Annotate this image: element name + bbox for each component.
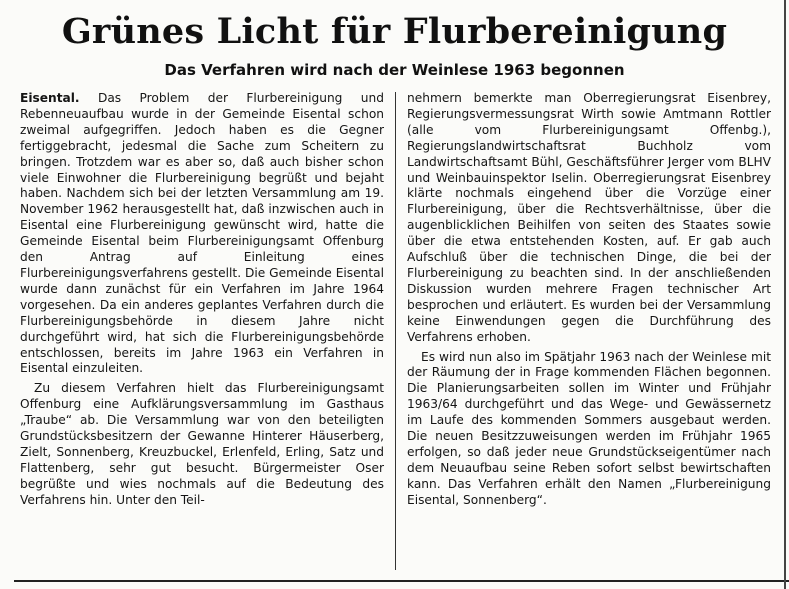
paragraph-text: Das Problem der Flurbereinigung und Rebenneuaufbau wurde in der Gemeinde Eisental schon zweimal aufgegriffen. Jedoch haben es die Gegner fertiggebracht, jedesmal die Sache zum Scheitern zu bringen. Trotzdem war es aber so, daß auch bisher schon viele Einwohner die Flurbereinigung begrüßt und bejaht haben. Nachdem sich bei der letzten Versammlung am 19. November 1962 herausgestellt hat, daß inzwischen auch in Eisental eine Flurbereinigung gewünscht wird, hatte die Gemeinde Eisental beim Flurbereinigungsamt Offenburg den Antrag auf Einleitung eines Flurbereinigungsverfahrens gestellt. Die Gemeinde Eisental wurde dann zunächst für ein Verfahren im Jahre 1964 vorgesehen. Da ein anderes geplantes Verfahren durch die Flurbereinigungsbehörde in diesem Jahre nicht durchgeführt wird, hat sich die Flurbereinigungsbehörde entschlossen, bereits im Jahre 1963 ein Verfahren in Eisental einzuleiten.: [20, 91, 384, 376]
paragraph: [20, 91, 384, 377]
paragraph: Zu diesem Verfahren hielt das Flurbereinigungsamt Offenburg eine Aufklärungsversammlung im Gasthaus „Traube“ ab. Die Versammlung war von den beteiligten Grundstücksbesitzern der Gewanne Hinterer Häuserberg, Zielt, Sonnenberg, Kreuzbuckel, Erlenfeld, Erling, Satz und Flattenberg, sehr gut besucht. Bürgermeister Oser begrüßte und wies nochmals auf die Bedeutung des Verfahrens hin. Unter den Teil-: [20, 381, 384, 507]
article-column-left: [20, 91, 384, 509]
dateline: Eisental.: [20, 91, 80, 105]
article-column-right: [407, 91, 771, 509]
bottom-rule: [14, 580, 789, 582]
paragraph: Es wird nun also im Spätjahr 1963 nach der Weinlese mit der Räumung der in Frage kommenden Flächen begonnen. Die Planierungsarbeiten sollen im Winter und Frühjahr 1963/64 durchgeführt und das Wege- und Gewässernetz im Laufe des kommenden Sommers ausgebaut werden. Die neuen Besitzzuweisungen werden im Frühjahr 1965 erfolgen, so daß jeder neue Grundstückseigentümer nach dem Neuaufbau seine Reben sofort selbst bewirtschaften kann. Das Verfahren erhält den Namen „Flurbereinigung Eisental, Sonnenberg“.: [407, 349, 771, 507]
headline: Grünes Licht für Flurbereinigung: [61, 11, 728, 52]
paragraph: nehmern bemerkte man Oberregierungsrat Eisenbrey, Regierungsvermessungsrat Wirth sowie Amtmann Rottler (alle vom Flurbereinigungsamt Offenbg.), Regierungslandwirtschaftsrat Buchholz vom Landwirtschaftsamt Bühl, Geschäftsführer Jerger vom BLHV und Weinbauinspektor Iselin. Oberregierungsrat Eisenbrey klärte nochmals eingehend über die Vorzüge einer Flurbereinigung, über die Rechtsverhältnisse, über die augenblicklichen Beihilfen von seiten des Staates sowie über die etwa entstehenden Kosten, auf. Er gab auch Aufschluß über die technischen Dinge, die bei der Flurbereinigung zu beachten sind. In der anschließenden Diskussion wurden mehrere Fragen technischer Art besprochen und erläutert. Es wurden bei der Versammlung keine Einwendungen gegen die Durchführung des Verfahrens erhoben.: [407, 91, 771, 344]
subheadline: Das Verfahren wird nach der Weinlese 1963 begonnen: [164, 61, 625, 79]
page-edge: [784, 0, 786, 589]
column-divider: [395, 92, 396, 570]
